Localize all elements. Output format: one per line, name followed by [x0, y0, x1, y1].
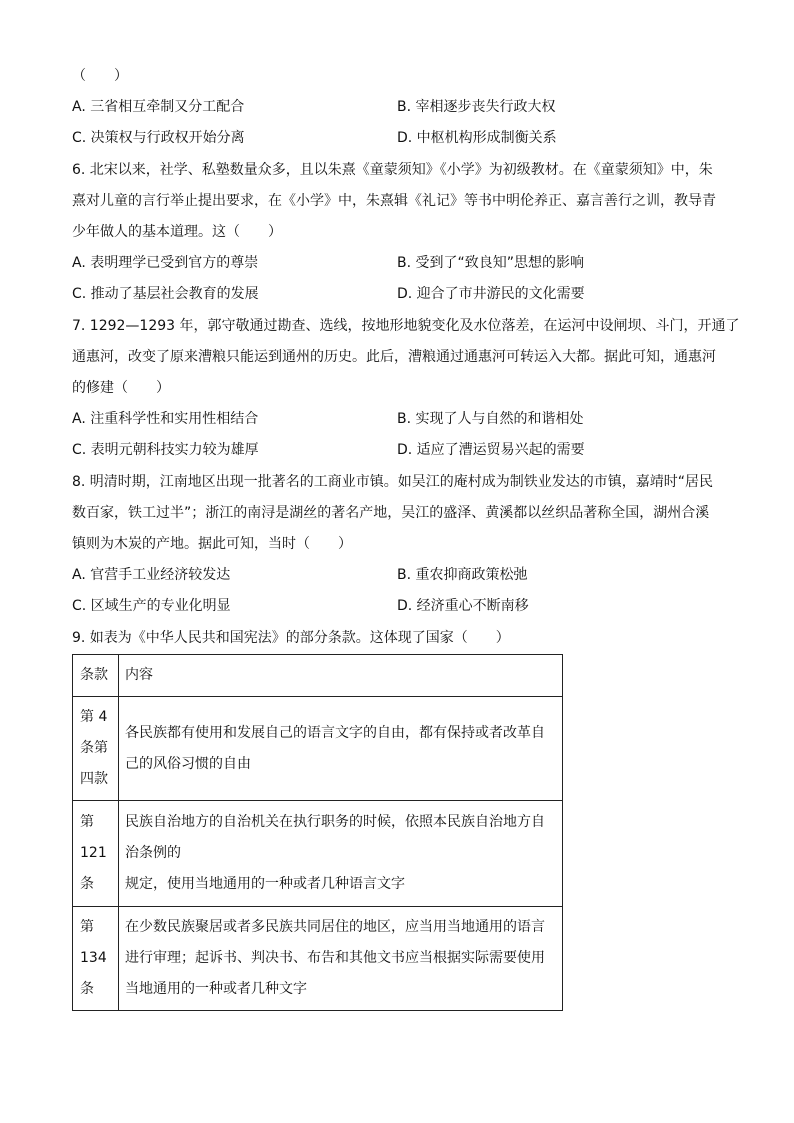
q5-option-b: B. 宰相逐步丧失行政大权	[397, 99, 556, 115]
header-content: 内容	[119, 655, 563, 697]
clause-text: 第	[80, 814, 94, 830]
clause-text: 134	[80, 950, 107, 966]
constitution-table	[72, 654, 563, 1011]
content-cell	[119, 907, 563, 1011]
clause-cell	[73, 907, 119, 1011]
content-cell	[119, 801, 563, 907]
q5-option-a: A. 三省相互牵制又分工配合	[72, 99, 245, 115]
q6-stem-line-2: 熹对儿童的言行举止提出要求，在《小学》中，朱熹辑《礼记》等书中明伦养正、嘉言善行之训，教导青	[72, 193, 716, 209]
q5-option-c: C. 决策权与行政权开始分离	[72, 130, 245, 146]
q7-stem-line-1: 7. 1292—1293 年，郭守敬通过勘查、选线，按地形地貌变化及水位落差，在运河中设闸坝、斗门，开通了	[72, 318, 740, 334]
q8-option-a: A. 官营手工业经济较发达	[72, 567, 231, 583]
q5-option-d: D. 中枢机构形成制衡关系	[397, 130, 557, 146]
content-text: 规定，使用当地通用的一种或者几种语言文字	[125, 876, 405, 892]
table-row	[73, 801, 563, 907]
table-row	[73, 907, 563, 1011]
q6-option-d: D. 迎合了市井游民的文化需要	[397, 286, 585, 302]
clause-text: 条	[80, 981, 94, 997]
q7-stem-line-3: 的修建（ ）	[72, 380, 170, 396]
table-row	[73, 697, 563, 801]
content-cell	[119, 697, 563, 801]
q6-option-b: B. 受到了“致良知”思想的影响	[397, 255, 585, 271]
content-text: 己的风俗习惯的自由	[125, 755, 251, 772]
q7-stem-line-2: 通惠河，改变了原来漕粮只能运到通州的历史。此后，漕粮通过通惠河可转运入大都。据此可知，通惠河	[72, 349, 716, 365]
q8-stem-line-2: 数百家，铁工过半”；浙江的南浔是湖丝的著名产地，吴江的盛泽、黄溪都以丝织品著称全国，湖州合溪	[72, 505, 710, 521]
q6-stem-line-1: 6. 北宋以来，社学、私塾数量众多，且以朱熹《童蒙须知》《小学》为初级教材。在《童蒙须知》中，朱	[72, 162, 713, 178]
clause-cell	[73, 697, 119, 801]
q7-option-b: B. 实现了人与自然的和谐相处	[397, 411, 584, 427]
q8-option-b: B. 重农抑商政策松弛	[397, 567, 528, 583]
q5-answer-blank: （ ）	[72, 68, 128, 84]
table-header-row	[73, 655, 563, 697]
content-text: 进行审理；起诉书、判决书、布告和其他文书应当根据实际需要使用	[125, 950, 545, 966]
q8-option-c: C. 区域生产的专业化明显	[72, 598, 231, 614]
content-text: 当地通用的一种或者几种文字	[125, 981, 307, 997]
header-clause: 条款	[73, 655, 119, 697]
clause-text: 121	[80, 845, 107, 861]
q9-stem: 9. 如表为《中华人民共和国宪法》的部分条款。这体现了国家（ ）	[72, 630, 510, 646]
content-text: 民族自治地方的自治机关在执行职务的时候，依照本民族自治地方自	[125, 814, 545, 830]
q7-option-c: C. 表明元朝科技实力较为雄厚	[72, 442, 259, 458]
clause-cell	[73, 801, 119, 907]
clause-text: 条第	[80, 740, 108, 756]
q8-stem-line-3: 镇则为木炭的产地。据此可知，当时（ ）	[72, 536, 352, 552]
content-text: 在少数民族聚居或者多民族共同居住的地区，应当用当地通用的语言	[125, 919, 545, 935]
content-text: 治条例的	[125, 845, 181, 861]
clause-text: 第	[80, 919, 94, 935]
clause-text: 四款	[80, 771, 108, 787]
q6-option-a: A. 表明理学已受到官方的尊崇	[72, 255, 259, 271]
q6-stem-line-3: 少年做人的基本道理。这（ ）	[72, 224, 282, 240]
clause-text: 第 4	[80, 709, 108, 725]
q6-option-c: C. 推动了基层社会教育的发展	[72, 286, 259, 302]
q8-option-d: D. 经济重心不断南移	[397, 598, 529, 614]
clause-text: 条	[80, 876, 94, 892]
q7-option-a: A. 注重科学性和实用性相结合	[72, 411, 259, 427]
q8-stem-line-1: 8. 明清时期，江南地区出现一批著名的工商业市镇。如吴江的庵村成为制铁业发达的市镇，嘉靖时“居民	[72, 474, 714, 490]
content-text: 各民族都有使用和发展自己的语言文字的自由，都有保持或者改革自	[125, 724, 545, 741]
q7-option-d: D. 适应了漕运贸易兴起的需要	[397, 442, 585, 458]
